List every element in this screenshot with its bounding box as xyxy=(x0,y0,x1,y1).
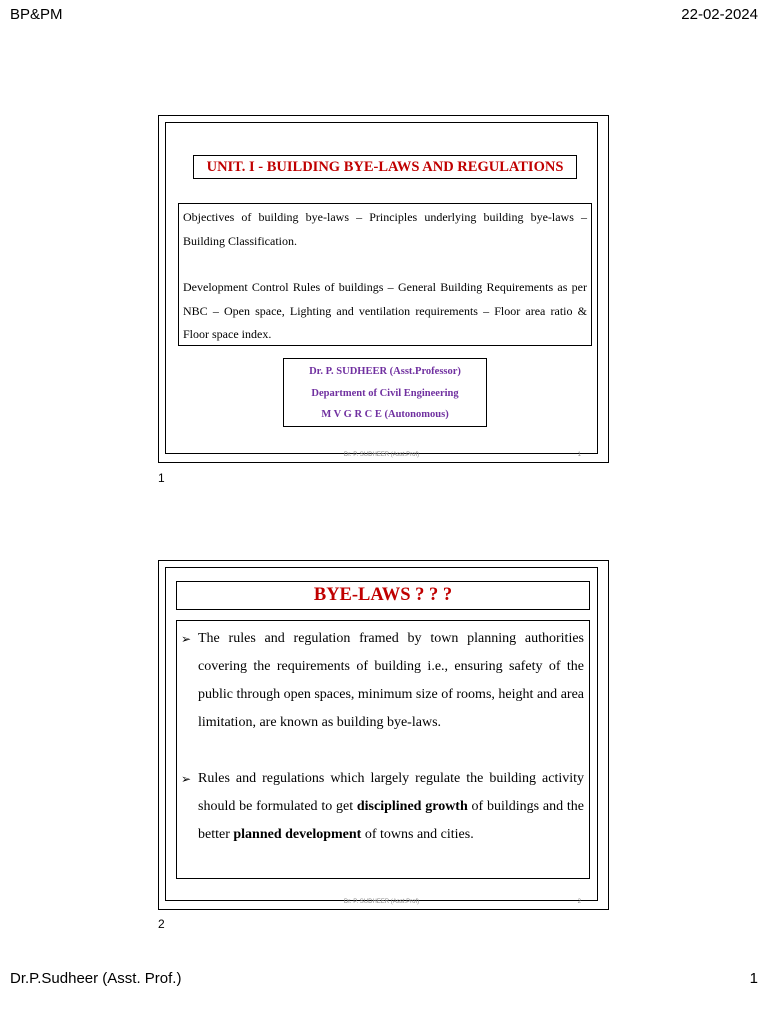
page-header-left: BP&PM xyxy=(10,6,63,23)
author-institution: M V G R C E (Autonomous) xyxy=(321,409,449,420)
bullet-1-text: The rules and regulation framed by town planning authorities covering the requirements of building i.e., ensuring safety of the public through open spaces, minimum size of rooms, height and area limitation, are known as building bye-laws. xyxy=(198,631,584,730)
slide-2 xyxy=(158,560,609,910)
bullet-2-text-part-1: Rules and regulations which largely regulate the building activity should be formulated to get xyxy=(198,771,584,814)
bullet-2-text-part-3: of towns and cities. xyxy=(361,827,474,842)
bullet-2-bold-planned-development: planned development xyxy=(233,827,362,842)
page-footer-author: Dr.P.Sudheer (Asst. Prof.) xyxy=(10,970,182,987)
slide-1-footer-text: Dr. P. SUDHEER (Asst.Prof) xyxy=(343,452,420,458)
page-footer-number: 1 xyxy=(749,970,758,987)
bullet-2-bold-disciplined-growth: disciplined growth xyxy=(356,799,468,814)
objectives-paragraph-1: Objectives of building bye-laws – Principles underlying building bye-laws – Building Classification. xyxy=(183,210,587,248)
slide-1-number-label: 1 xyxy=(158,471,165,485)
bullet-item-1 xyxy=(181,625,584,737)
slide-1-inner-frame xyxy=(165,122,598,458)
bullet-2-text-part-2: of buildings and the better xyxy=(198,799,584,842)
author-box xyxy=(283,358,487,427)
slide-2-footer-text: Dr. P. SUDHEER (Asst.Prof) xyxy=(343,899,420,905)
slide-2-title: BYE-LAWS ? ? ? xyxy=(176,581,590,610)
objectives-box xyxy=(178,203,592,346)
slide-1 xyxy=(158,115,609,463)
author-name: Dr. P. SUDHEER (Asst.Professor) xyxy=(309,366,461,377)
objectives-paragraph-2: Development Control Rules of buildings – General Building Requirements as per NBC – Open space, Lighting and ventilation requirements – Floor area ratio & Floor space index. xyxy=(183,280,587,341)
author-department: Department of Civil Engineering xyxy=(311,387,459,399)
slide-1-footer-page: 1 xyxy=(577,452,581,458)
bye-laws-content-box xyxy=(176,620,590,879)
slide-1-title: UNIT. I - BUILDING BYE-LAWS AND REGULATIONS xyxy=(193,155,577,179)
bullet-item-2 xyxy=(181,765,584,849)
slide-2-footer-page: 2 xyxy=(577,899,581,905)
arrow-bullet-icon: ➢ xyxy=(181,632,192,646)
page-header-date: 22-02-2024 xyxy=(681,6,758,23)
slide-2-inner-frame xyxy=(165,567,598,905)
slide-2-number-label: 2 xyxy=(158,917,165,931)
arrow-bullet-icon: ➢ xyxy=(181,772,192,786)
